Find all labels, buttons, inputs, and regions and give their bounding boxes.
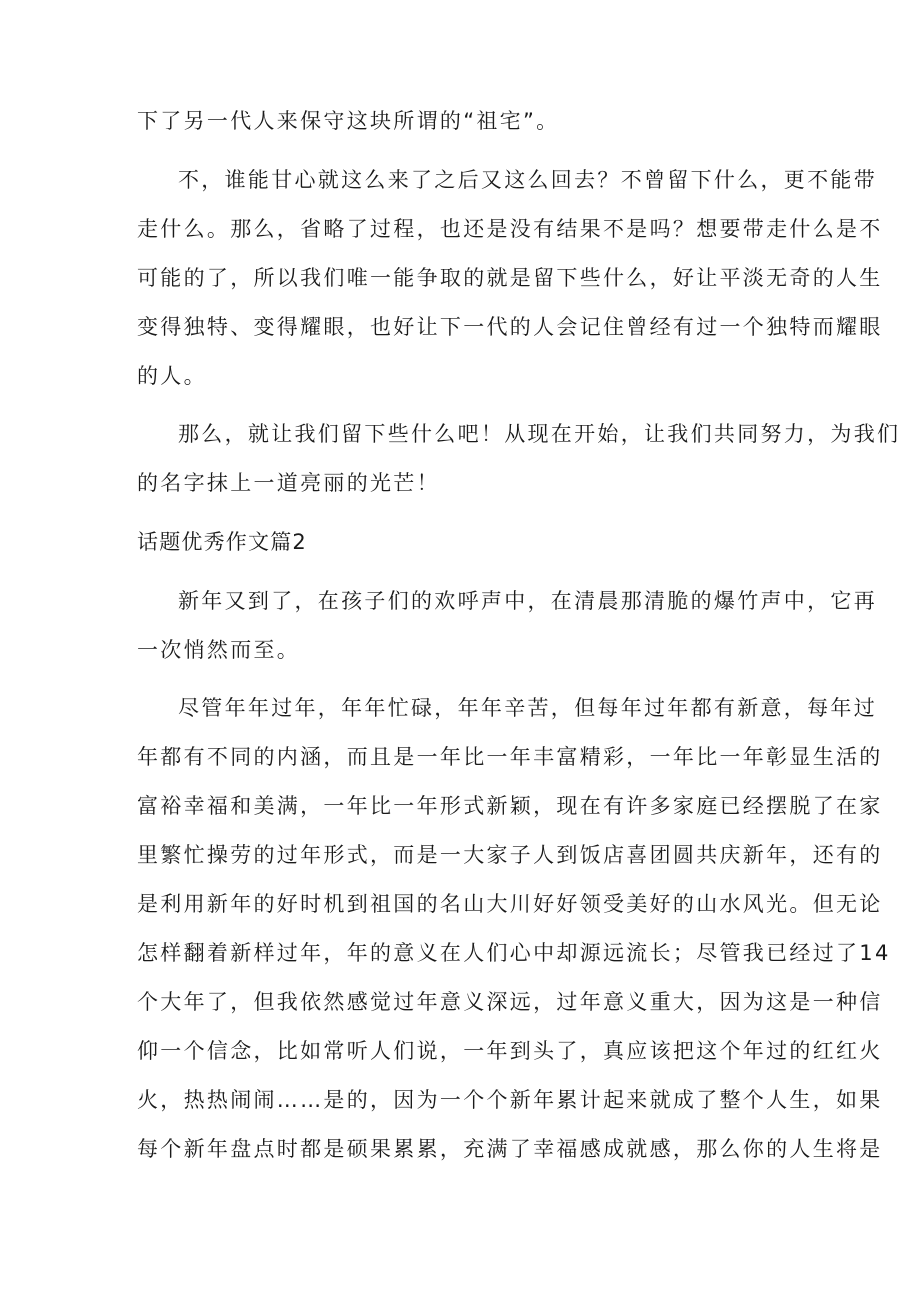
paragraph-first-line: 那么，就让我们留下些什么吧！从现在开始，让我们共同努力，为我们 [178, 422, 901, 446]
paragraph-first-line: 新年又到了，在孩子们的欢呼声中，在清晨那清脆的爆竹声中，它再 [178, 589, 877, 613]
text-line: 怎样翻着新样过年，年的意义在人们心中却源远流长；尽管我已经过了14 [137, 941, 891, 965]
text-line: 下了另一代人来保守这块所谓的“祖宅”。 [137, 109, 560, 133]
paragraph-first-line: 不，谁能甘心就这么来了之后又这么回去？不曾留下什么，更不能带 [178, 168, 877, 192]
text-line: 的名字抹上一道亮丽的光芒！ [137, 471, 440, 495]
text-line: 是利用新年的好时机到祖国的名山大川好好领受美好的山水风光。但无论 [137, 892, 883, 916]
text-line: 仰一个信念，比如常听人们说，一年到头了，真应该把这个年过的红红火 [137, 1039, 883, 1063]
text-line: 一次悄然而至。 [137, 638, 301, 662]
text-line: 火，热热闹闹……是的，因为一个个新年累计起来就成了整个人生，如果 [137, 1088, 883, 1112]
text-line: 的人。 [137, 364, 207, 388]
text-line: 走什么。那么，省略了过程，也还是没有结果不是吗？想要带走什么是不 [137, 217, 883, 241]
text-line: 变得独特、变得耀眼，也好让下一代的人会记住曾经有过一个独特而耀眼 [137, 315, 883, 339]
paragraph-first-line: 尽管年年过年，年年忙碌，年年辛苦，但每年过年都有新意，每年过 [178, 696, 877, 720]
text-line: 年都有不同的内涵，而且是一年比一年丰富精彩，一年比一年彰显生活的 [137, 745, 883, 769]
text-line: 富裕幸福和美满，一年比一年形式新颖，现在有许多家庭已经摆脱了在家 [137, 794, 883, 818]
text-line: 个大年了，但我依然感觉过年意义深远，过年意义重大，因为这是一种信 [137, 990, 883, 1014]
text-line: 可能的了，所以我们唯一能争取的就是留下些什么，好让平淡无奇的人生 [137, 266, 883, 290]
text-line: 每个新年盘点时都是硕果累累，充满了幸福感成就感，那么你的人生将是 [137, 1137, 883, 1161]
text-line: 里繁忙操劳的过年形式，而是一大家子人到饭店喜团圆共庆新年，还有的 [137, 843, 883, 867]
section-heading: 话题优秀作文篇2 [137, 530, 307, 554]
